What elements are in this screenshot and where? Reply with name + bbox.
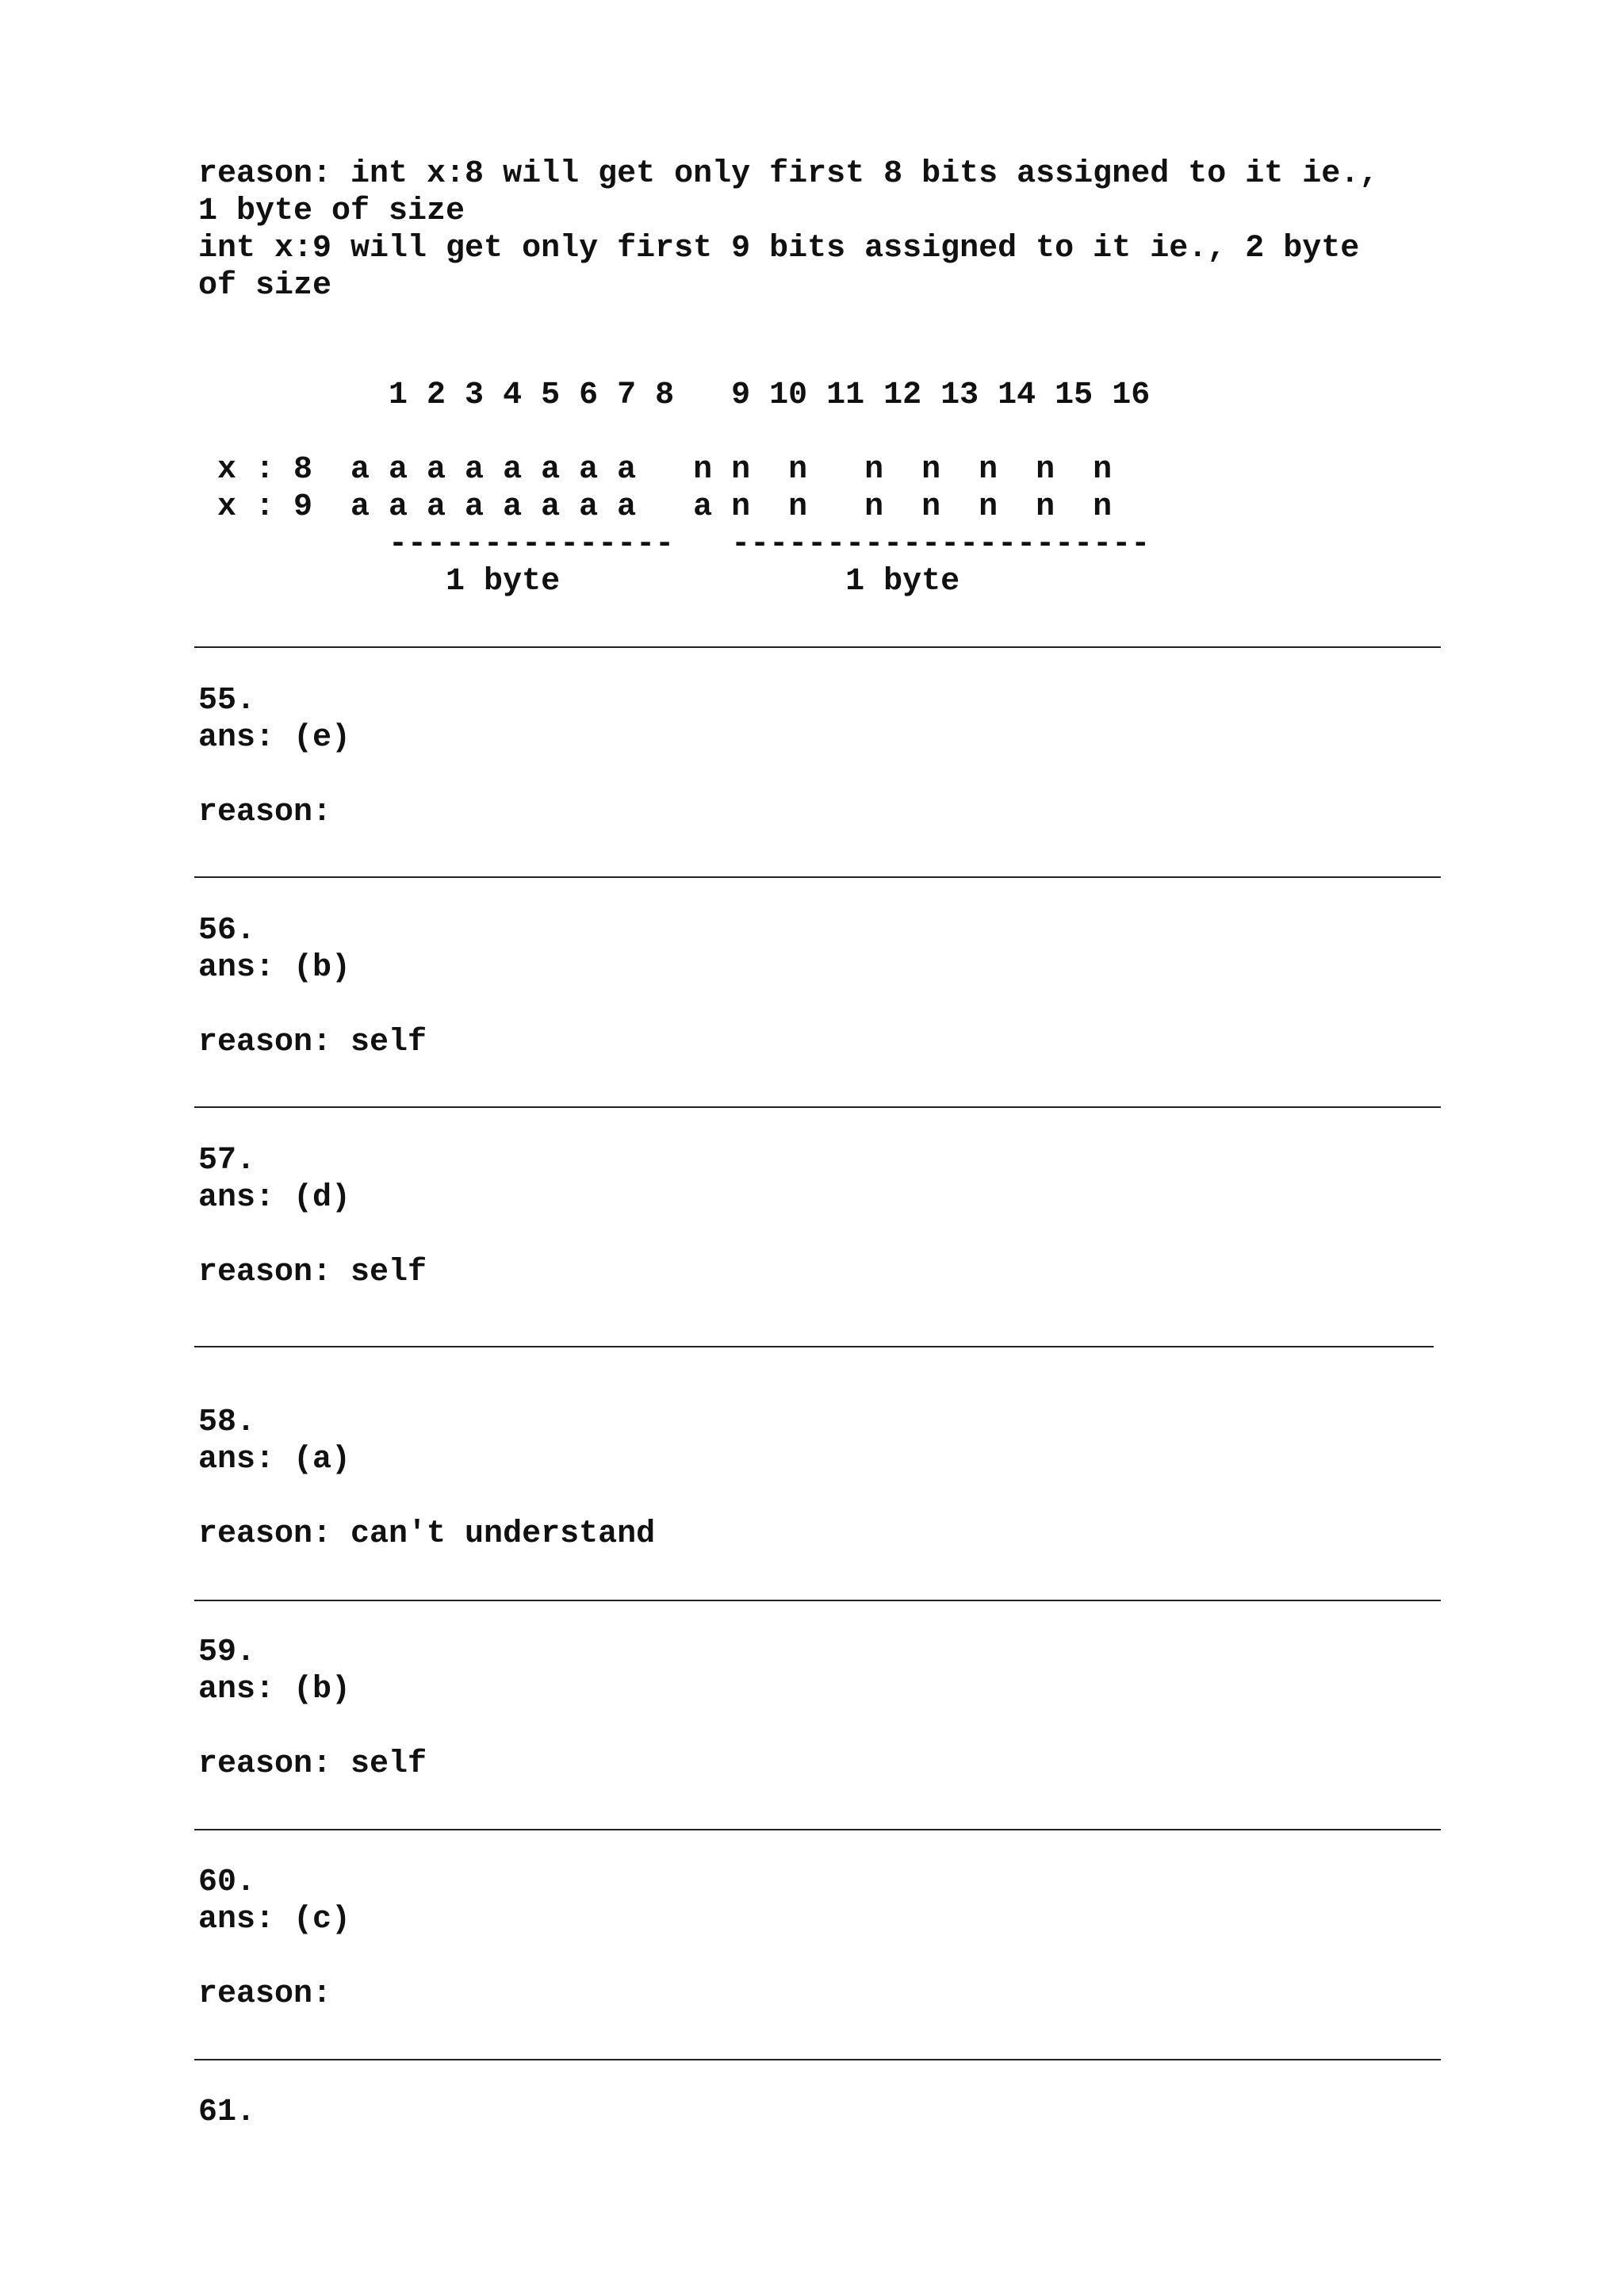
- answer-text: ans: (e): [198, 720, 351, 756]
- bit-index-row: 1 2 3 4 5 6 7 8 9 10 11 12 13 14 15 16: [198, 378, 1151, 413]
- intro-line: of size: [198, 268, 332, 304]
- question-57: [198, 1142, 427, 1291]
- question-number: 61.: [198, 2095, 256, 2130]
- question-59: [198, 1634, 427, 1783]
- reason-text: reason: self: [198, 1025, 427, 1060]
- question-number: 57.: [198, 1143, 256, 1179]
- question-number: 60.: [198, 1865, 256, 1900]
- reason-text: reason:: [198, 795, 332, 830]
- reason-text: reason: self: [198, 1746, 427, 1782]
- separator-line: [194, 2059, 1441, 2060]
- answer-text: ans: (b): [198, 950, 351, 986]
- question-60: [198, 1864, 350, 2013]
- question-number: 55.: [198, 683, 256, 719]
- separator-line: [194, 1106, 1441, 1108]
- separator-line: [194, 1346, 1434, 1347]
- question-61: [198, 2094, 255, 2131]
- separator-line: [194, 1600, 1441, 1601]
- question-number: 58.: [198, 1405, 256, 1440]
- question-56: [198, 912, 427, 1061]
- question-number: 56.: [198, 913, 256, 949]
- intro-line: int x:9 will get only first 9 bits assigned to it ie., 2 byte: [198, 231, 1360, 266]
- question-58: [198, 1404, 655, 1553]
- separator-line: [194, 646, 1441, 648]
- byte-dashes-row: --------------- ----------------------: [198, 527, 1151, 562]
- answer-text: ans: (a): [198, 1442, 351, 1478]
- byte-labels-row: 1 byte 1 byte: [198, 564, 960, 600]
- question-number: 59.: [198, 1635, 256, 1670]
- x8-bits-row: x : 8 a a a a a a a a n n n n n n n n: [198, 452, 1113, 488]
- question-55: [198, 682, 350, 831]
- separator-line: [194, 876, 1441, 878]
- reason-text: reason: can't understand: [198, 1516, 656, 1552]
- intro-paragraph: [198, 155, 1435, 305]
- x9-bits-row: x : 9 a a a a a a a a a n n n n n n n: [198, 489, 1113, 525]
- answer-text: ans: (b): [198, 1672, 351, 1708]
- intro-line: reason: int x:8 will get only first 8 bits assigned to it ie.,: [198, 156, 1379, 192]
- answer-text: ans: (c): [198, 1902, 351, 1938]
- reason-text: reason: self: [198, 1255, 427, 1290]
- blank-row: [198, 414, 1150, 451]
- intro-line: 1 byte of size: [198, 194, 465, 229]
- reason-text: reason:: [198, 1976, 332, 2012]
- answer-text: ans: (d): [198, 1180, 351, 1216]
- separator-line: [194, 1829, 1441, 1830]
- bitfield-diagram: [198, 377, 1150, 600]
